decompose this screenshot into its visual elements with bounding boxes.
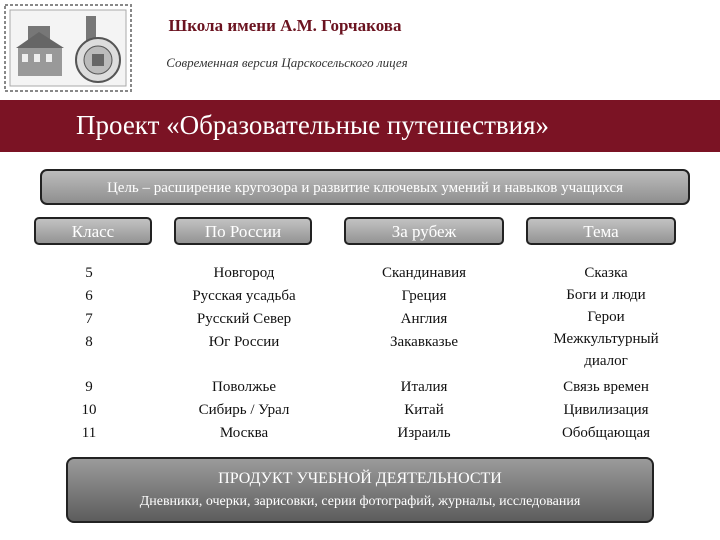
abroad-group-1 <box>344 262 504 354</box>
russia-group-2 <box>164 376 324 445</box>
header-abroad: За рубеж <box>344 217 504 245</box>
russia-cell: Новгород <box>213 265 275 281</box>
header-class: Класс <box>34 217 152 245</box>
abroad-cell: Китай <box>404 402 444 418</box>
goal-box: Цель – расширение кругозора и развитие ключевых умений и навыков учащихся <box>40 169 690 205</box>
school-logo <box>2 2 134 94</box>
abroad-group-2 <box>344 376 504 445</box>
grade-cell: 7 <box>85 311 93 327</box>
product-description: Дневники, очерки, зарисовки, серии фотографий, журналы, исследования <box>139 494 581 509</box>
grades-group-1 <box>54 262 124 354</box>
topic-cell: Цивилизация <box>563 402 649 418</box>
grade-cell: 6 <box>85 288 93 304</box>
grade-cell: 8 <box>85 334 93 350</box>
abroad-cell: Скандинавия <box>381 265 467 281</box>
topic-cell: диалог <box>584 353 628 369</box>
russia-cell: Русский Север <box>196 311 292 327</box>
topic-cell: Обобщающая <box>561 425 651 441</box>
grade-cell: 10 <box>81 402 97 418</box>
topic-cell: Межкультурный <box>553 331 659 347</box>
topic-cell: Герои <box>587 309 625 325</box>
abroad-cell: Греция <box>401 288 447 304</box>
russia-group-1 <box>164 262 324 354</box>
topic-cell: Сказка <box>584 265 628 281</box>
abroad-cell: Италия <box>400 379 448 395</box>
grade-cell: 9 <box>85 379 93 395</box>
topic-cell: Боги и люди <box>566 287 646 303</box>
grade-cell: 5 <box>85 265 93 281</box>
topics-group-2 <box>526 376 686 445</box>
project-title: Проект «Образовательные путешествия» <box>76 110 550 140</box>
russia-cell: Сибирь / Урал <box>198 402 290 418</box>
topics-group-1 <box>526 262 686 372</box>
abroad-cell: Израиль <box>397 425 451 441</box>
school-name: Школа имени А.М. Горчакова <box>168 16 402 35</box>
grades-group-2 <box>54 376 124 445</box>
school-subtitle: Современная версия Царскосельского лицея <box>166 55 408 70</box>
product-box <box>66 457 654 523</box>
russia-cell: Русская усадьба <box>192 288 296 304</box>
grade-cell: 11 <box>81 425 97 441</box>
header-russia: По России <box>174 217 312 245</box>
russia-cell: Поволжье <box>212 379 276 395</box>
topic-cell: Связь времен <box>563 379 649 395</box>
russia-cell: Москва <box>219 425 269 441</box>
russia-cell: Юг России <box>208 334 280 350</box>
header-topic: Тема <box>526 217 676 245</box>
abroad-cell: Закавказье <box>389 334 459 350</box>
product-title: ПРОДУКТ УЧЕБНОЙ ДЕЯТЕЛЬНОСТИ <box>218 470 502 487</box>
abroad-cell: Англия <box>400 311 448 327</box>
